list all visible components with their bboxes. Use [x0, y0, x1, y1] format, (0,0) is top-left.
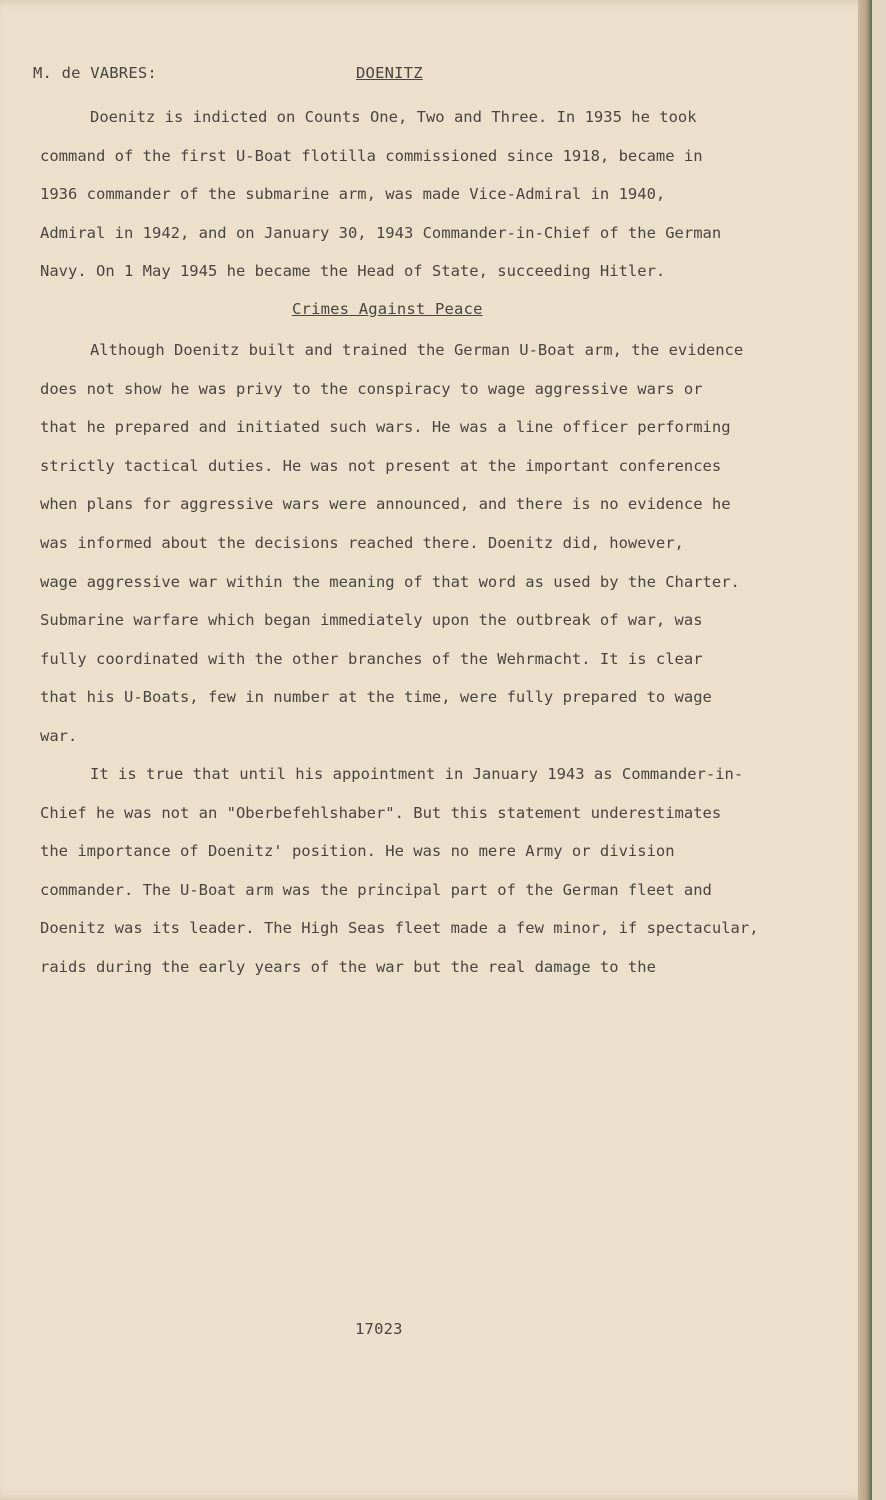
paragraph-1-line: Doenitz is indicted on Counts One, Two and Three. In 1935 he took [90, 108, 697, 126]
paragraph-2-line: wage aggressive war within the meaning of that word as used by the Charter. [40, 572, 740, 591]
section-heading: Crimes Against Peace [292, 300, 483, 318]
paragraph-3-line: the importance of Doenitz' position. He was no mere Army or division [40, 842, 675, 861]
paragraph-1-line: command of the first U-Boat flotilla commissioned since 1918, became in [40, 146, 703, 165]
paragraph-3-line: commander. The U-Boat arm was the principal part of the German fleet and [40, 880, 712, 899]
paragraph-3 [40, 762, 840, 994]
paragraph-3-line: It is true that until his appointment in January 1943 as Commander-in- [90, 765, 744, 783]
paragraph-2-line: does not show he was privy to the conspiracy to wage aggressive wars or [40, 379, 703, 398]
paragraph-2-line: fully coordinated with the other branches of the Wehrmacht. It is clear [40, 649, 703, 668]
paragraph-3-line: Chief he was not an "Oberbefehlshaber". But this statement underestimates [40, 803, 722, 822]
paragraph-3-line: raids during the early years of the war but the real damage to the [40, 957, 656, 976]
header-author: M. de VABRES: [33, 64, 157, 82]
paragraph-2 [40, 338, 840, 763]
paragraph-2-line: that he prepared and initiated such wars. He was a line officer performing [40, 418, 731, 437]
paragraph-2-line: war. [40, 726, 78, 745]
paragraph-3-line: Doenitz was its leader. The High Seas fleet made a few minor, if spectacular, [40, 919, 759, 938]
paragraph-2-line: Although Doenitz built and trained the German U-Boat arm, the evidence [90, 341, 744, 359]
paragraph-2-line: that his U-Boats, few in number at the time, were fully prepared to wage [40, 688, 712, 707]
paragraph-2-line: Submarine warfare which began immediately upon the outbreak of war, was [40, 611, 703, 630]
paragraph-2-line: strictly tactical duties. He was not present at the important conferences [40, 456, 722, 475]
paragraph-1-line: 1936 commander of the submarine arm, was made Vice-Admiral in 1940, [40, 185, 666, 204]
paragraph-1 [40, 105, 840, 298]
page-number: 17023 [355, 1320, 403, 1338]
paragraph-2-line: was informed about the decisions reached there. Doenitz did, however, [40, 533, 684, 552]
header-subject: DOENITZ [356, 64, 423, 82]
page-edge [858, 0, 872, 1500]
paragraph-1-line: Admiral in 1942, and on January 30, 1943 Commander-in-Chief of the German [40, 223, 722, 242]
paragraph-1-line: Navy. On 1 May 1945 he became the Head of State, succeeding Hitler. [40, 262, 666, 281]
paragraph-2-line: when plans for aggressive wars were announced, and there is no evidence he [40, 495, 731, 514]
